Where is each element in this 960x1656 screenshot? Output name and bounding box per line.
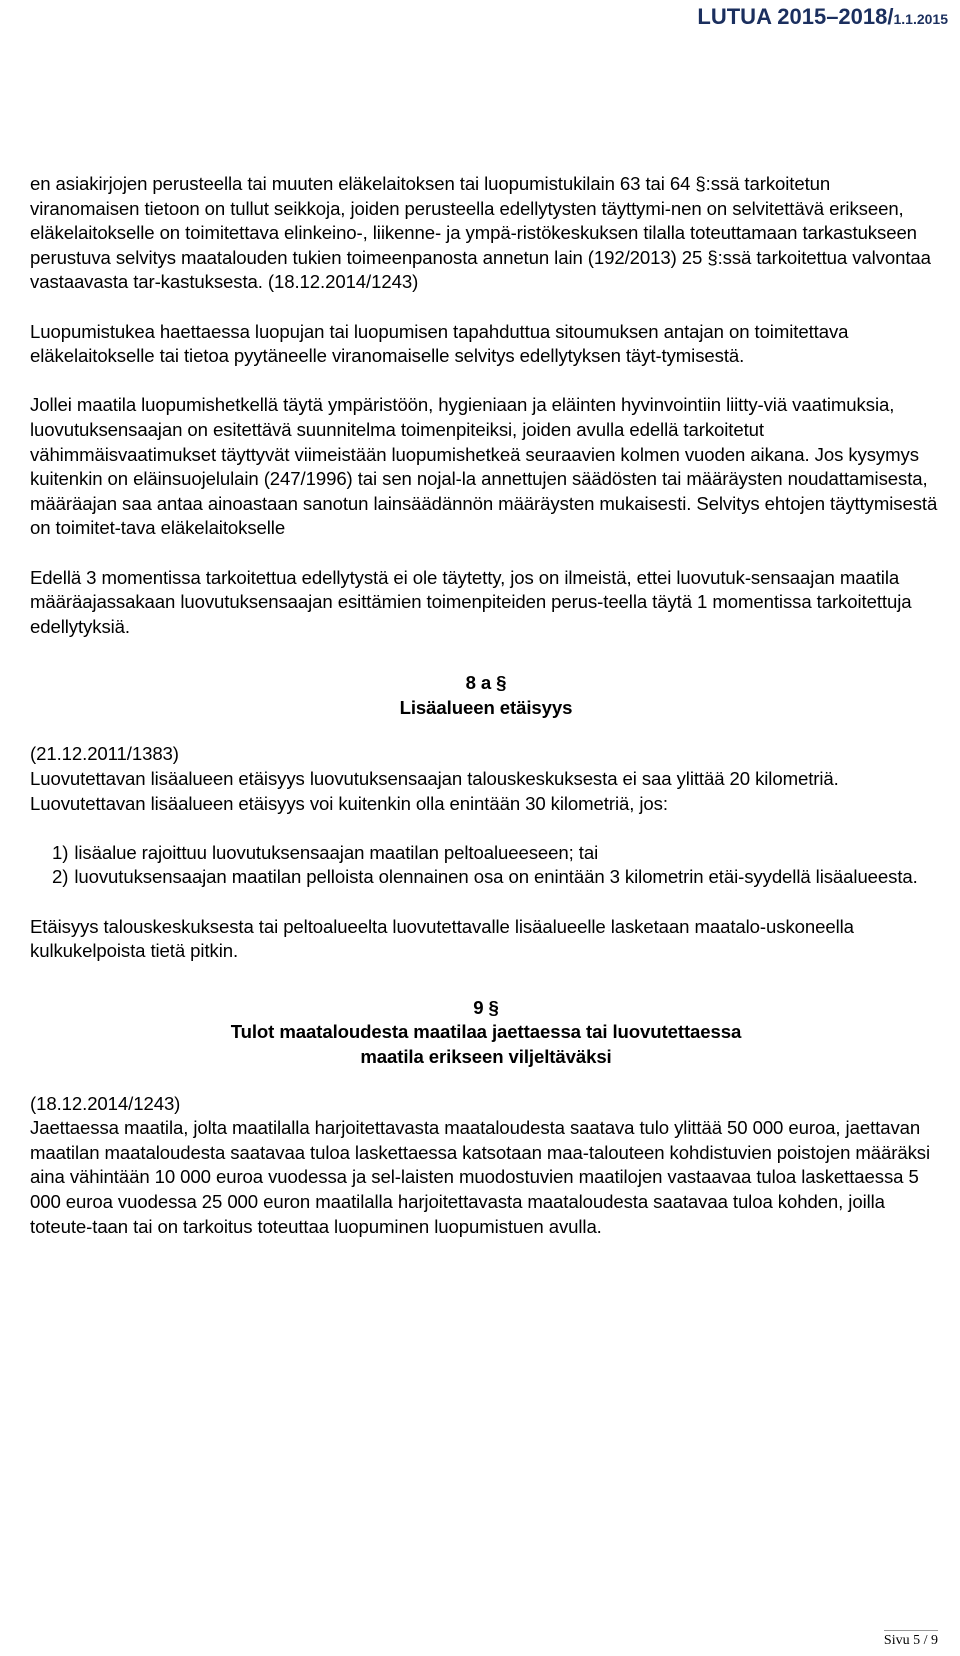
section-8a-paragraph-1: Luovutettavan lisäalueen etäisyys luovutuksensaajan talouskeskuksesta ei saa ylittää 20 kilometriä. Luovutettavan lisäalueen etäisyys voi kuitenkin olla enintään 30 kilometriä, jos:: [30, 768, 839, 814]
list-item-marker: 2): [52, 866, 69, 888]
paragraph-2: Luopumistukea haettaessa luopujan tai luopumisen tapahduttua sitoumuksen antajan on toimitettava eläkelaitokselle tai tietoa pyytäneelle viranomaiselle selvitys edellytyksen täyt-tymisestä.: [30, 320, 849, 367]
section-8a-title: Lisäalueen etäisyys: [399, 696, 573, 718]
section-8a-number: 8 a §: [465, 672, 507, 694]
document-header: [697, 4, 948, 30]
section-9-number: 9 §: [473, 996, 499, 1018]
header-date: 1.1.2015: [893, 11, 948, 27]
section-8a-heading: [30, 671, 942, 720]
list-item: [52, 841, 942, 866]
section-8a-amendment: (21.12.2011/1383): [30, 743, 179, 765]
list-item-text: luovutuksensaajan maatilan pelloista olennainen osa on enintään 3 kilometrin etäi-syydellä lisäalueesta.: [74, 866, 918, 888]
section-9-title-line-2: maatila erikseen viljeltäväksi: [360, 1046, 612, 1067]
list-item: [52, 865, 942, 890]
header-title: LUTUA 2015–2018/: [697, 4, 894, 29]
section-9-paragraph-1: Jaettaessa maatila, jolta maatilalla harjoitettavasta maataloudesta saatava tulo ylittää 50 000 euroa, jaettavan maatilan maataloudesta saatavaa tuloa laskettaessa katsotaan maa-talouteen kohdistuvien poistojen määräksi aina vähintään 10 000 euroa vuodessa ja sel-laisten muodostuvien maatilojen vastaavaa tuloa laskettaessa 5 000 euroa vuodessa 25 000 euron maatilalla harjoitettavasta maataloudesta saatavaa tuloa kohden, joilla toteute-taan tai on tarkoitus toteuttaa luopuminen luopumistuen avulla.: [30, 1117, 931, 1237]
paragraph-1: en asiakirjojen perusteella tai muuten eläkelaitoksen tai luopumistukilain 63 tai 64 §:ssä tarkoitetun viranomaisen tietoon on tullut seikkoja, joiden perusteella edellytysten täyttymi-nen on selvitettävä erikseen, eläkelaitokselle on toimitettava elinkeino-, liikenne- ja ympä-ristökeskuksen tilalla toteuttamaan tarkastukseen perustuva selvitys maatalouden tukien toimeenpanosta annetun lain (192/2013) 25 §:ssä tarkoitettua valvontaa vastaavasta tar-kastuksesta. (18.12.2014/1243): [30, 173, 931, 293]
page-number: Sivu 5 / 9: [884, 1630, 938, 1649]
section-9-title-line-1: Tulot maataloudesta maatilaa jaettaessa tai luovutettaessa: [230, 1021, 742, 1043]
section-9-amendment: (18.12.2014/1243): [30, 1092, 181, 1114]
paragraph-3: Jollei maatila luopumishetkellä täytä ympäristöön, hygieniaan ja eläinten hyvinvointiin liitty-viä vaatimuksia, luovutuksensaajan on esitettävä suunnitelma toimenpiteiksi, joiden avulla edellä tarkoitetut vähimmäisvaatimukset täyttyvät viimeistään luopumishetkeä seuraavien kolmen vuoden aikana. Jos kysymys kuitenkin on eläinsuojelulain (247/1996) tai sen nojal-la annettujen säädösten tai määräysten noudattamisesta, määräajan saa antaa ainoastaan sanotun lainsäädännön määräysten mukaisesti. Selvitys ehtojen täyttymisestä on toimitet-tava eläkelaitokselle: [30, 394, 938, 539]
list-item-marker: 1): [52, 841, 69, 863]
section-9-heading: [30, 996, 942, 1070]
document-body: [30, 172, 942, 1239]
section-8a-list: [30, 841, 942, 890]
section-8a-paragraph-2: Etäisyys talouskeskuksesta tai peltoalueelta luovutettavalle lisäalueelle lasketaan maatalo-uskoneella kulkukelpoista tietä pitkin.: [30, 915, 854, 962]
list-item-text: lisäalue rajoittuu luovutuksensaajan maatilan peltoalueeseen; tai: [74, 841, 599, 863]
paragraph-4: Edellä 3 momentissa tarkoitettua edellytystä ei ole täytetty, jos on ilmeistä, ettei luovutuk-sensaajan maatila määräajassakaan luovutuksensaajan esittämien toimenpiteiden perus-teella täytä 1 momentissa tarkoitettuja edellytyksiä.: [30, 566, 912, 637]
